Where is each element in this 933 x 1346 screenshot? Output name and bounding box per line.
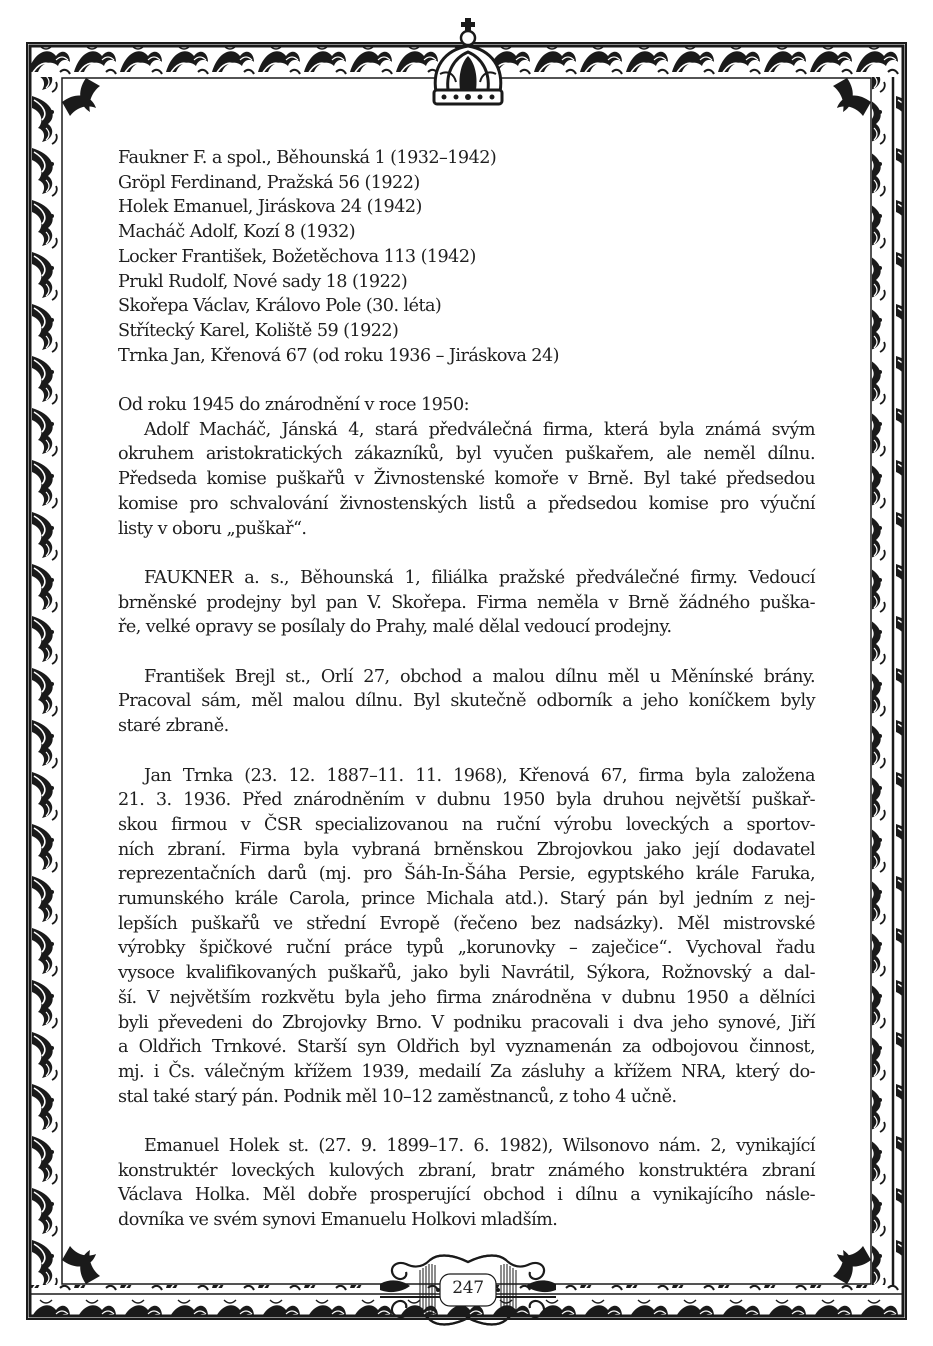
text-line: FAUKNER a. s., Běhounská 1, filiálka pražské předválečné firmy. Vedoucí	[144, 567, 815, 588]
text-line: vysoce kvalifikovaných puškařů, jako byli Navrátil, Sýkora, Rožnovský a dal-	[118, 963, 815, 984]
text-line: Pracoval sám, měl malou dílnu. Byl skutečně odborník a jeho koníčkem byly	[118, 691, 815, 712]
text-line: 21. 3. 1936. Před znárodněním v dubnu 1950 byla druhou největší puškař-	[118, 790, 815, 811]
page-text	[118, 146, 815, 1233]
register-entry: Faukner F. a spol., Běhounská 1 (1932–1942)	[118, 148, 497, 168]
register-entry: Holek Emanuel, Jiráskova 24 (1942)	[118, 197, 422, 218]
register-entry: Locker František, Božetěchova 113 (1942)	[118, 246, 476, 267]
register-entry: Macháč Adolf, Kozí 8 (1932)	[118, 222, 356, 243]
text-line: Předseda komise puškařů v Živnostenské komoře v Brně. Byl také předsedou	[118, 469, 815, 490]
text-line: listy v oboru „puškař“.	[118, 518, 307, 539]
text-line: mj. i Čs. válečným křížem 1939, medailí Za zásluhy a křížem NRA, který do-	[118, 1061, 815, 1082]
text-line: Jan Trnka (23. 12. 1887–11. 11. 1968), Křenová 67, firma byla založena	[144, 765, 815, 786]
paragraph-gap	[118, 640, 815, 665]
paragraph-gap	[118, 368, 815, 393]
paragraph-jan-trnka	[118, 764, 815, 1110]
text-line: Václava Holka. Měl dobře prosperující obchod i dílnu a vynikajícího násle-	[118, 1185, 815, 1206]
register-entry: Prukl Rudolf, Nové sady 18 (1922)	[118, 271, 408, 292]
text-line: konstruktér loveckých kulových zbraní, bratr známého konstruktéra zbraní	[118, 1160, 815, 1181]
text-line: ře, velké opravy se posílaly do Prahy, malé dělal vedoucí prodejny.	[118, 617, 672, 638]
text-line: Adolf Macháč, Jánská 4, stará předválečná firma, která byla známá svým	[144, 419, 815, 440]
register-entry: Gröpl Ferdinand, Pražská 56 (1922)	[118, 172, 420, 193]
text-line: ší. V největším rozkvětu byla jeho firma znárodněna v dubnu 1950 a dělníci	[118, 987, 815, 1008]
text-line: František Brejl st., Orlí 27, obchod a malou dílnu měl u Měnínské brány.	[144, 666, 815, 687]
crown-icon	[418, 12, 518, 112]
register-entry: Střítecký Karel, Koliště 59 (1922)	[118, 320, 399, 341]
text-line: brněnské prodejny byl pan V. Skořepa. Firma neměla v Brně žádného puška-	[118, 592, 815, 613]
text-line: dovníka ve svém synovi Emanuelu Holkovi mladším.	[118, 1210, 558, 1231]
text-line: ních zbraní. Firma byla vybraná brněnskou Zbrojovkou jako její dodavatel	[118, 839, 815, 860]
page-number: 247	[452, 1278, 484, 1298]
paragraph-frantisek-brejl	[118, 665, 815, 739]
register-entry: Trnka Jan, Křenová 67 (od roku 1936 – Jiráskova 24)	[118, 345, 559, 366]
text-line: lepších puškařů ve střední Evropě (řečeno bez nadsázky). Měl mistrovské	[118, 913, 815, 934]
text-line: staré zbraně.	[118, 716, 229, 737]
text-line: reprezentačních darů (mj. pro Šáh-In-Šáha Persie, egyptského krále Faruka,	[118, 864, 815, 885]
text-line: byli převedeni do Zbrojovky Brno. V podniku pracovali i dva jeho synové, Jiří	[118, 1012, 815, 1033]
text-line: výrobky špičkové ruční práce typů „korunovky – zaječice“. Vychoval řadu	[118, 938, 815, 959]
paragraph-adolf-machac	[118, 418, 815, 542]
text-line: skou firmou v ČSR specializovanou na ruční výrobu loveckých a sportov-	[118, 814, 815, 835]
section-heading: Od roku 1945 do znárodnění v roce 1950:	[118, 395, 469, 416]
crown-ornament	[418, 12, 518, 112]
paragraph-gap	[118, 739, 815, 764]
text-line: komise pro schvalování živnostenských listů a předsedou komise pro výuční	[118, 493, 815, 514]
paragraph-faukner	[118, 566, 815, 640]
text-line: okruhem aristokratických zákazníků, byl vyučen puškařem, ale neměl dílnu.	[118, 444, 815, 465]
text-line: rumunského krále Carola, prince Michala atd.). Starý pán byl jedním z nej-	[118, 889, 815, 910]
text-line: Emanuel Holek st. (27. 9. 1899–17. 6. 1982), Wilsonovo nám. 2, vynikající	[144, 1136, 815, 1157]
register-entry: Skořepa Václav, Královo Pole (30. léta)	[118, 296, 442, 317]
text-line: a Oldřich Trnkové. Starší syn Oldřich byl vyznamenán za odbojovou činnost,	[118, 1037, 815, 1058]
paragraph-gap	[118, 541, 815, 566]
text-line: stal také starý pán. Podnik měl 10–12 zaměstnanců, z toho 4 učně.	[118, 1086, 677, 1107]
paragraph-emanuel-holek	[118, 1134, 815, 1233]
paragraph-gap	[118, 1109, 815, 1134]
gunsmith-register-list	[118, 146, 815, 368]
